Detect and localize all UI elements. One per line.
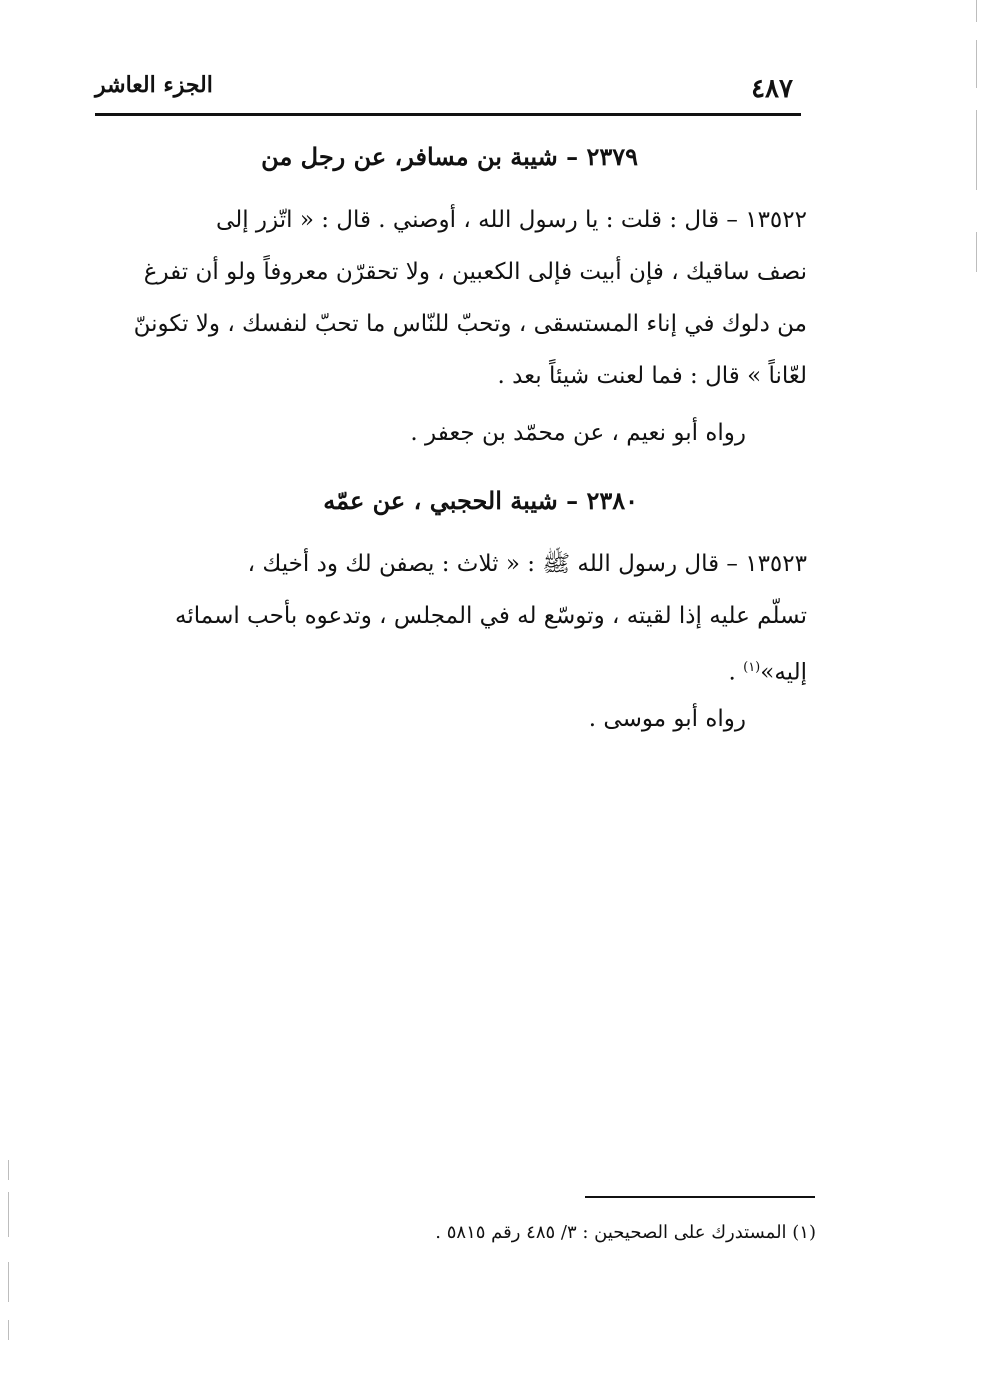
footnote-rule (585, 1196, 815, 1198)
text-line: من دلوك في إناء المستسقى ، وتحبّ للنّاس ما تحبّ لنفسك ، ولا تكوننّ (133, 311, 807, 337)
hadith-text (95, 538, 807, 699)
text-line: لعّاناً » قال : فما لعنت شيئاً بعد . (497, 363, 807, 389)
text-fragment: . (728, 659, 744, 686)
text-line: نصف ساقيك ، فإن أبيت فإلى الكعبين ، ولا تحقرّن معروفاً ولو أن تفرغ (143, 259, 807, 285)
narration-source: رواه أبو موسى . (588, 706, 746, 732)
page-edge-mark (8, 1160, 9, 1180)
text-line: ١٣٥٢٢ – قال : قلت : يا رسول الله ، أوصني . قال : « اتّزر إلى (216, 207, 807, 233)
hadith-text (95, 194, 807, 402)
narration-source: رواه أبو نعيم ، عن محمّد بن جعفر . (410, 420, 746, 446)
footnote-reference: (١) (743, 660, 761, 675)
footnote: (١) المستدرك على الصحيحين : ٣/ ٤٨٥ رقم ٥٨١٥ . (435, 1222, 816, 1243)
entry-heading: ٢٣٧٩ – شيبة بن مسافر، عن رجل من (261, 142, 638, 171)
page-edge-mark (8, 1320, 9, 1340)
text-line (95, 642, 807, 699)
entry-heading: ٢٣٨٠ – شيبة الحجبي ، عن عمّه (323, 486, 638, 515)
page-edge-mark (976, 110, 977, 190)
text-fragment: إليه» (760, 659, 807, 686)
page-edge-mark (8, 1192, 9, 1237)
header-rule (95, 113, 801, 116)
page-edge-mark (976, 40, 977, 88)
page-edge-mark (976, 0, 977, 22)
text-line: تسلّم عليه إذا لقيته ، وتوسّع له في المجلس ، وتدعوه بأحب اسمائه (175, 603, 807, 629)
page-edge-mark (976, 232, 977, 272)
page-edge-mark (8, 1262, 9, 1302)
text-line: ١٣٥٢٣ – قال رسول الله ﷺ : « ثلاث : يصفن لك ود أخيك ، (247, 551, 807, 577)
page-number: ٤٨٧ (751, 74, 793, 104)
running-head: الجزء العاشر (95, 72, 213, 98)
page-header (95, 66, 801, 106)
